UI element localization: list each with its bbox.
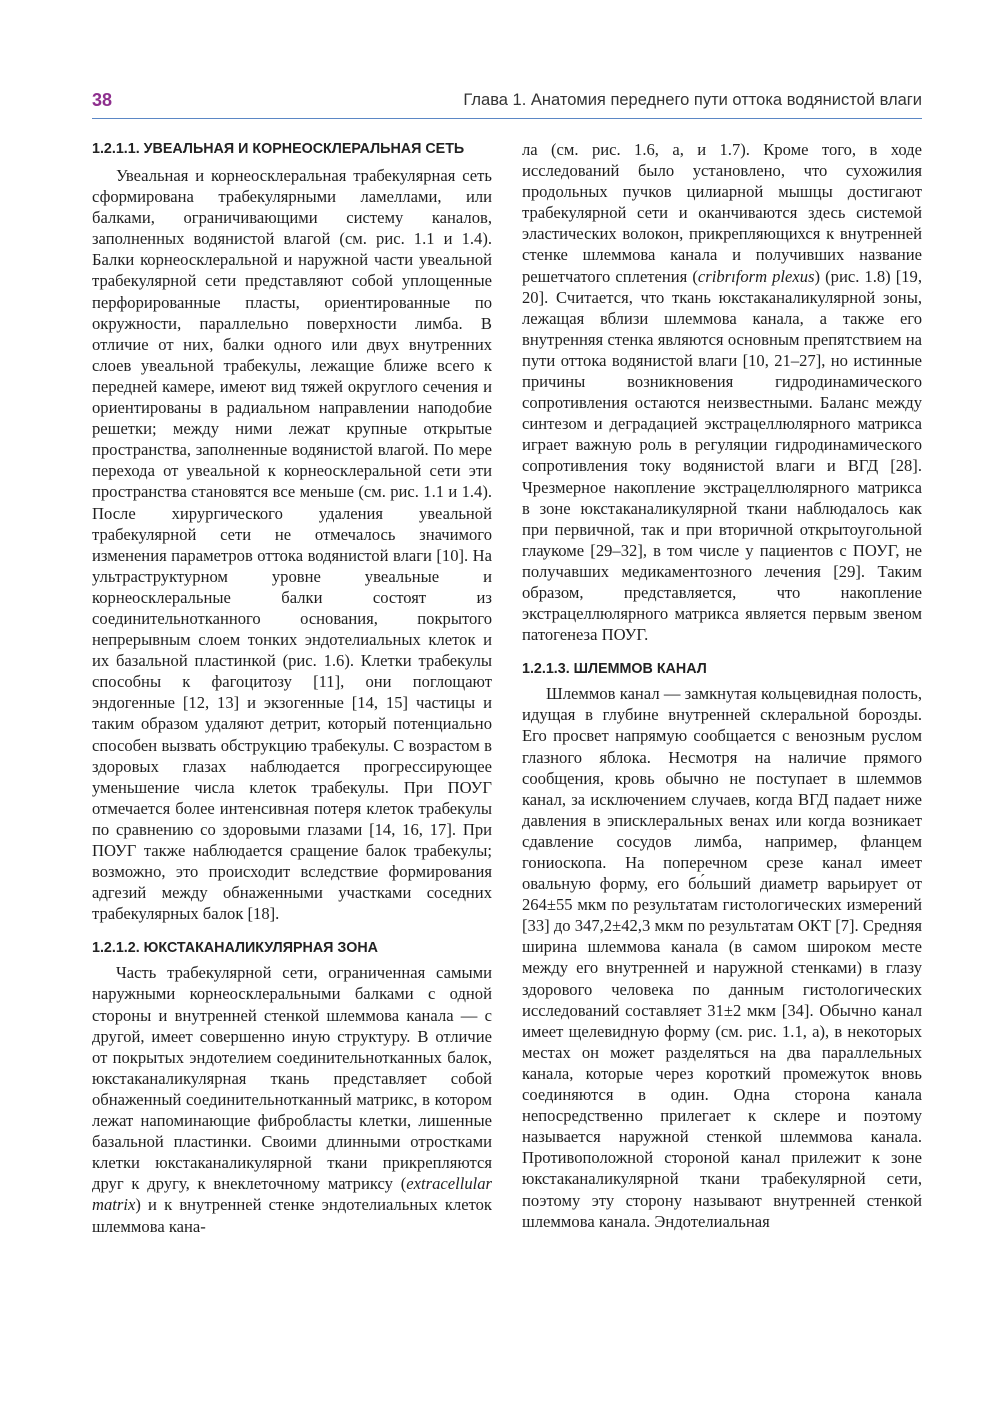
- section-heading-1-2-1-2: 1.2.1.2. ЮКСТАКАНАЛИКУЛЯРНАЯ ЗОНА: [92, 940, 378, 957]
- chapter-title: Глава 1. Анатомия переднего пути оттока водянистой влаги: [463, 91, 922, 109]
- italic-term: cribrıform plexus: [697, 266, 815, 286]
- paragraph-text: Часть трабекулярной сети, ограниченная самыми наружными корнеосклеральными балками с одной стороны и внутренней стенкой шлеммова канала — с другой, имеет совершенно иную структуру. В отличие от покрытых эндотелием соединительнотканных балок, юкстаканаликулярная ткань представляет собой обнаженный соединительнотканный матрикс, в котором лежат напоминающие фибробласты клетки, лишенные базальной пластинки. Своими длинными отростками клетки юкстаканаликулярной ткани прикрепляются друг к другу, к внеклеточному матриксу (: [92, 963, 492, 1194]
- right-column: [522, 139, 922, 1232]
- italic-term: extracellular matrix: [92, 1174, 492, 1215]
- section-heading-1-2-1-1: 1.2.1.1. УВЕАЛЬНАЯ И КОРНЕОСКЛЕРАЛЬНАЯ СЕТЬ: [92, 141, 465, 157]
- section-1-2-1-2-paragraph: [92, 962, 492, 1236]
- paragraph-text: ла (см. рис. 1.6, а, и 1.7). Кроме того, в ходе исследований было установлено, что сухожилия продольных пучков цилиарной мышцы достигают трабекулярной сети и оканчиваются здесь системой эластических волокон, прикрепляющихся к внутренней стенке шлеммова канала и получивших название решетчатого сплетения (: [522, 140, 922, 286]
- section-heading-1-2-1-3: 1.2.1.3. ШЛЕММОВ КАНАЛ: [522, 661, 707, 678]
- running-header: [92, 86, 922, 119]
- paragraph-text: ) и к внутренней стенке эндотелиальных клеток шлеммова кана-: [92, 1195, 492, 1236]
- continued-paragraph: [522, 139, 922, 645]
- page-number: 38: [92, 90, 113, 110]
- paragraph-text: ) (рис. 1.8) [19, 20]. Считается, что ткань юкстаканаликулярной зоны, лежащая вблизи шлеммова канала, а также его внутренняя стенка являются основным препятствием на пути оттока водянистой влаги [10, 21–27], но истинные причины возникновения гидродинамического сопротивления остаются неизвестными. Баланс между синтезом и деградацией экстрацеллюлярного матрикса играет важную роль в регуляции гидродинамического сопротивления току водянистой влаги и ВГД [28]. Чрезмерное накопление экстрацеллюлярного матрикса в зоне юкстаканаликулярной ткани наблюдалось как при первичной, так и при вторичной открытоугольной глаукоме [29–32], в том числе у пациентов с ПОУГ, не получавших медикаментозного лечения [29]. Таким образом, представляется, что накопление экстрацеллюлярного матрикса является первым звеном патогенеза ПОУГ.: [522, 266, 922, 645]
- section-1-2-1-3-paragraph: Шлеммов канал — замкнутая кольцевидная полость, идущая в глубине внутренней склеральной борозды. Его просвет напрямую сообщается с венозным руслом глазного яблока. Несмотря на наличие прямого сообщения, кровь обычно не поступает в шлеммов канал, за исключением случаев, когда ВГД падает ниже давления в эписклеральных венах или когда возникает сдавление сосудов лимба, например, фланцем гониоскопа. На поперечном срезе канал имеет овальную форму, его бо́льший диаметр варьирует от 264±55 мкм по результатам гистологических измерений [33] до 347,2±42,3 мкм по результатам ОКТ [7]. Средняя ширина шлеммова канала (в самом широком месте между его внутренней и наружной стенками) в глазу здорового человека по данным гистологических исследований составляет 31±2 мкм [34]. Обычно канал имеет щелевидную форму (см. рис. 1.1, а), в некоторых местах он может разделяться на два параллельных канала, которые через короткий промежуток вновь соединяются в один. Одна сторона канала непосредственно прилегает к склере и поэтому называется наружной стенкой шлеммова канала. Противоположной стороной канал прилежит к зоне юкстаканаликулярной ткани трабекулярной сети, поэтому эту сторону называют внутренней стенкой шлеммова канала. Эндотелиальная: [522, 684, 922, 1231]
- left-column: [92, 139, 492, 1237]
- section-1-2-1-1-paragraph: Увеальная и корнеосклеральная трабекулярная сеть сформирована трабекулярными ламеллами, или балками, ограничивающими систему каналов, заполненных водянистой влагой (см. рис. 1.1 и 1.4). Балки корнеосклеральной и наружной части увеальной трабекулярной сети представляют собой уплощенные перфорированные пласты, ориентированные по окружности, параллельно поверхности лимба. В отличие от них, балки одного или двух внутренних слоев увеальной трабекулы, лежащие ближе всего к передней камере, имеют вид тяжей округлого сечения и ориентированы в радиальном направлении наподобие решетки; между ними лежат крупные открытые пространства, заполненные водянистой влагой. По мере перехода от увеальной к корнеосклеральной сети эти пространства становятся все меньше (см. рис. 1.1 и 1.4). После хирургического удаления увеальной трабекулярной сети не отмечалось значимого изменения параметров оттока водянистой влаги [10]. На ультраструктурном уровне увеальные и корнеосклеральные балки состоят из соединительнотканного основания, покрытого непрерывным слоем тонких эндотелиальных клеток и их базальной пластинкой (рис. 1.6). Клетки трабекулы способны к фагоцитозу [11], они поглощают эндогенные [12, 13] и экзогенные [14, 15] частицы и таким образом удаляют детрит, который потенциально способен вызвать обструкцию трабекулы. С возрастом в здоровых глазах наблюдается прогрессирующее уменьшение числа клеток трабекулы. При ПОУГ отмечается более интенсивная потеря клеток трабекулы по сравнению со здоровыми глазами [14, 16, 17]. При ПОУГ также наблюдается сращение балок трабекулы; возможно, это происходит вследствие формирования адгезий между обнаженными участками соседних трабекулярных балок [18].: [92, 166, 492, 924]
